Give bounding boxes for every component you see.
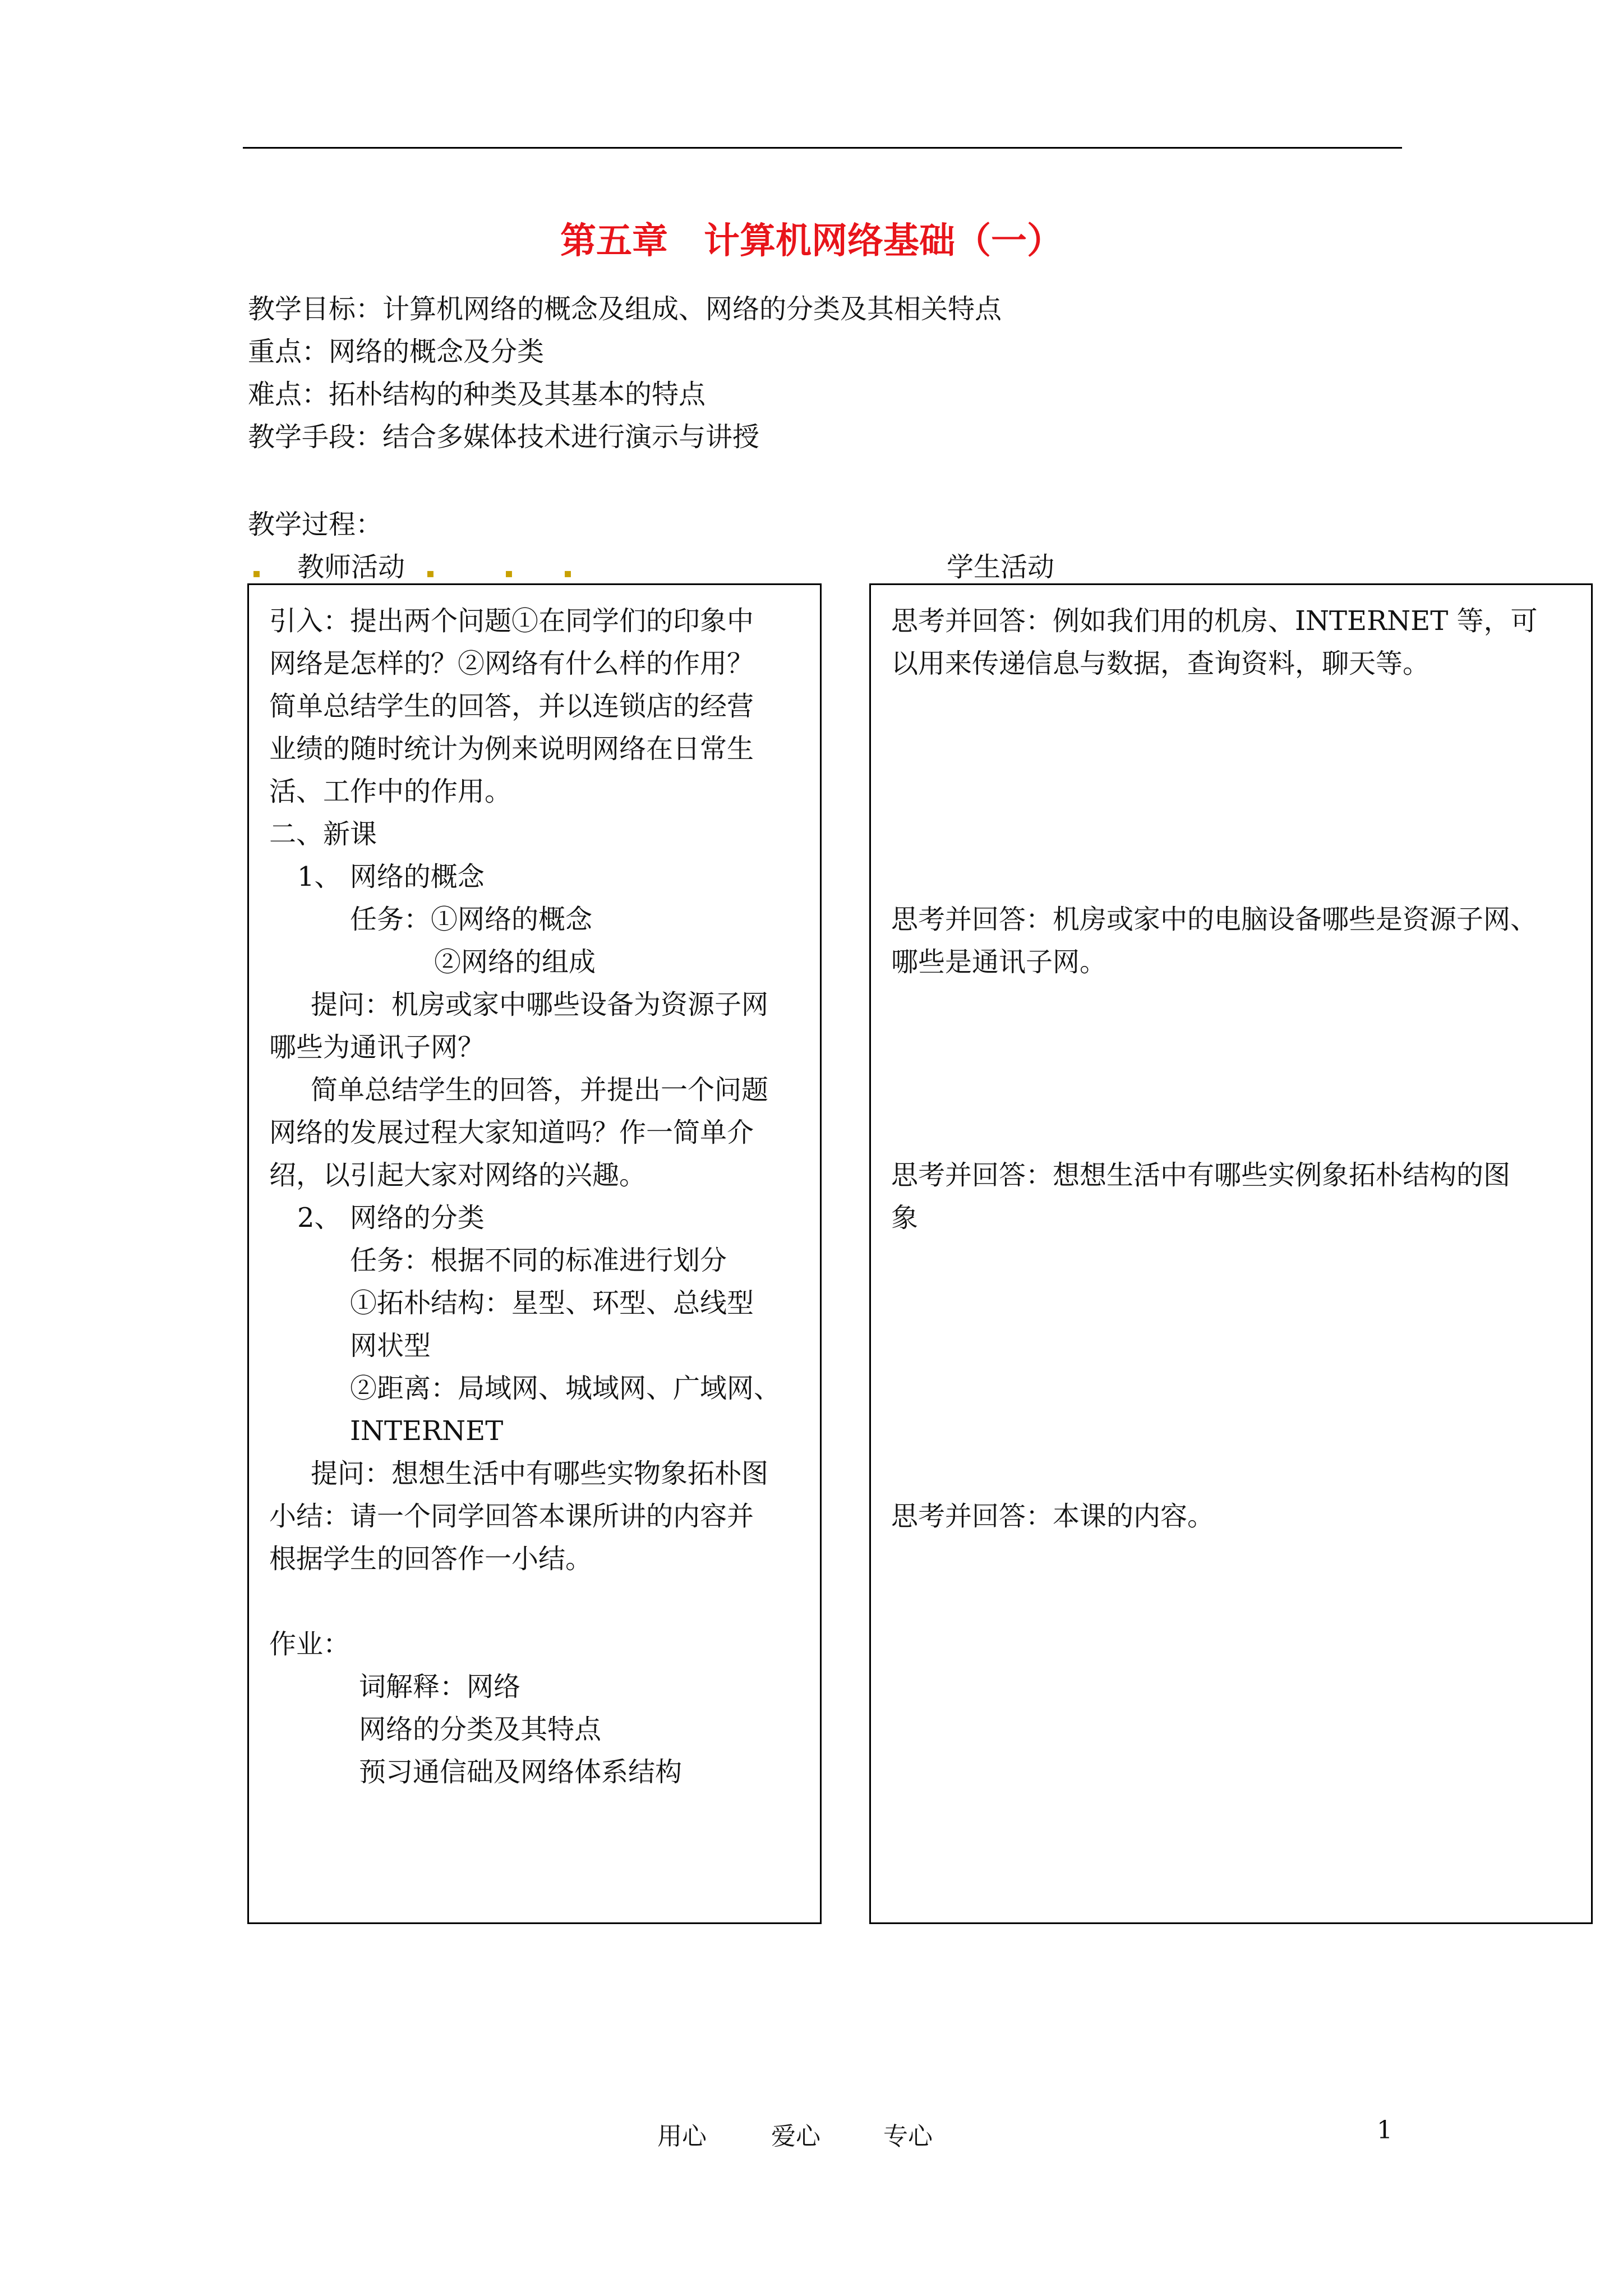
teacher-line: 简单总结学生的回答，并提出一个问题 xyxy=(311,1074,769,1106)
footer-left: 用心 xyxy=(657,2122,707,2151)
teacher-activity-box xyxy=(247,583,822,1924)
student-activity-box xyxy=(869,583,1593,1924)
teacher-line: 根据学生的回答作一小结。 xyxy=(269,1543,593,1575)
teacher-line: 小结：请一个同学回答本课所讲的内容并 xyxy=(269,1501,754,1532)
page-number: 1 xyxy=(1377,2116,1393,2145)
teacher-line: INTERNET xyxy=(350,1415,504,1447)
teacher-line: 2、 网络的分类 xyxy=(297,1202,485,1234)
footer-middle: 爱心 xyxy=(771,2122,820,2151)
teacher-line: 任务：根据不同的标准进行划分 xyxy=(350,1245,727,1276)
teacher-line: 活、工作中的作用。 xyxy=(269,776,512,807)
teacher-line: 网络的发展过程大家知道吗？作一简单介 xyxy=(269,1117,754,1148)
teacher-line: 1、 网络的概念 xyxy=(297,861,485,892)
teacher-line: 绍，以引起大家对网络的兴趣。 xyxy=(269,1159,647,1191)
teacher-line: 提问：机房或家中哪些设备为资源子网 xyxy=(311,989,769,1020)
teacher-line: 二、新课 xyxy=(269,818,377,850)
decorative-dot: ▪ xyxy=(252,567,261,581)
homework-item: 网络的分类及其特点 xyxy=(359,1714,602,1745)
teacher-line: 网状型 xyxy=(350,1330,431,1361)
teacher-line: 哪些为通讯子网？ xyxy=(269,1032,485,1063)
teacher-line: ①拓朴结构：星型、环型、总线型 xyxy=(350,1287,754,1319)
decorative-dot: ▪ xyxy=(426,567,435,581)
decorative-dot: ▪ xyxy=(505,567,513,581)
student-line: 象 xyxy=(891,1202,919,1234)
teacher-line: 业绩的随时统计为例来说明网络在日常生 xyxy=(269,733,754,765)
homework-label: 作业： xyxy=(269,1628,351,1660)
student-line: 思考并回答：本课的内容。 xyxy=(891,1501,1215,1532)
page-title: 第五章 计算机网络基础（一） xyxy=(560,220,1063,262)
teacher-line: ②网络的组成 xyxy=(434,946,596,978)
student-line: 思考并回答：例如我们用的机房、INTERNET 等，可 xyxy=(891,605,1538,637)
student-line: 思考并回答：想想生活中有哪些实例象拓朴结构的图 xyxy=(891,1159,1511,1191)
teacher-line: 任务：①网络的概念 xyxy=(350,904,593,935)
teacher-line: 简单总结学生的回答，并以连锁店的经营 xyxy=(269,691,754,722)
homework-item: 预习通信础及网络体系结构 xyxy=(359,1756,683,1788)
teacher-column-heading: 教师活动 xyxy=(297,551,405,583)
decorative-dot: ▪ xyxy=(564,567,572,581)
key-point: 重点：网络的概念及分类 xyxy=(248,336,545,367)
footer-right: 专心 xyxy=(883,2122,933,2151)
teacher-line: 网络是怎样的？②网络有什么样的作用？ xyxy=(269,648,754,679)
student-line: 哪些是通讯子网。 xyxy=(891,946,1107,978)
difficult-point: 难点：拓朴结构的种类及其基本的特点 xyxy=(248,379,706,410)
homework-item: 词解释：网络 xyxy=(359,1671,521,1703)
teacher-line: 引入：提出两个问题①在同学们的印象中 xyxy=(269,605,754,637)
teaching-goal: 教学目标：计算机网络的概念及组成、网络的分类及其相关特点 xyxy=(248,293,1002,325)
process-label: 教学过程： xyxy=(248,509,383,540)
teacher-line: ②距离：局域网、城域网、广域网、 xyxy=(350,1373,781,1404)
teaching-method: 教学手段：结合多媒体技术进行演示与讲授 xyxy=(248,421,760,453)
student-line: 思考并回答：机房或家中的电脑设备哪些是资源子网、 xyxy=(891,904,1538,935)
student-column-heading: 学生活动 xyxy=(947,551,1055,583)
teacher-line: 提问：想想生活中有哪些实物象拓朴图 xyxy=(311,1458,769,1489)
header-rule xyxy=(243,147,1402,149)
student-line: 以用来传递信息与数据，查询资料，聊天等。 xyxy=(891,648,1430,679)
